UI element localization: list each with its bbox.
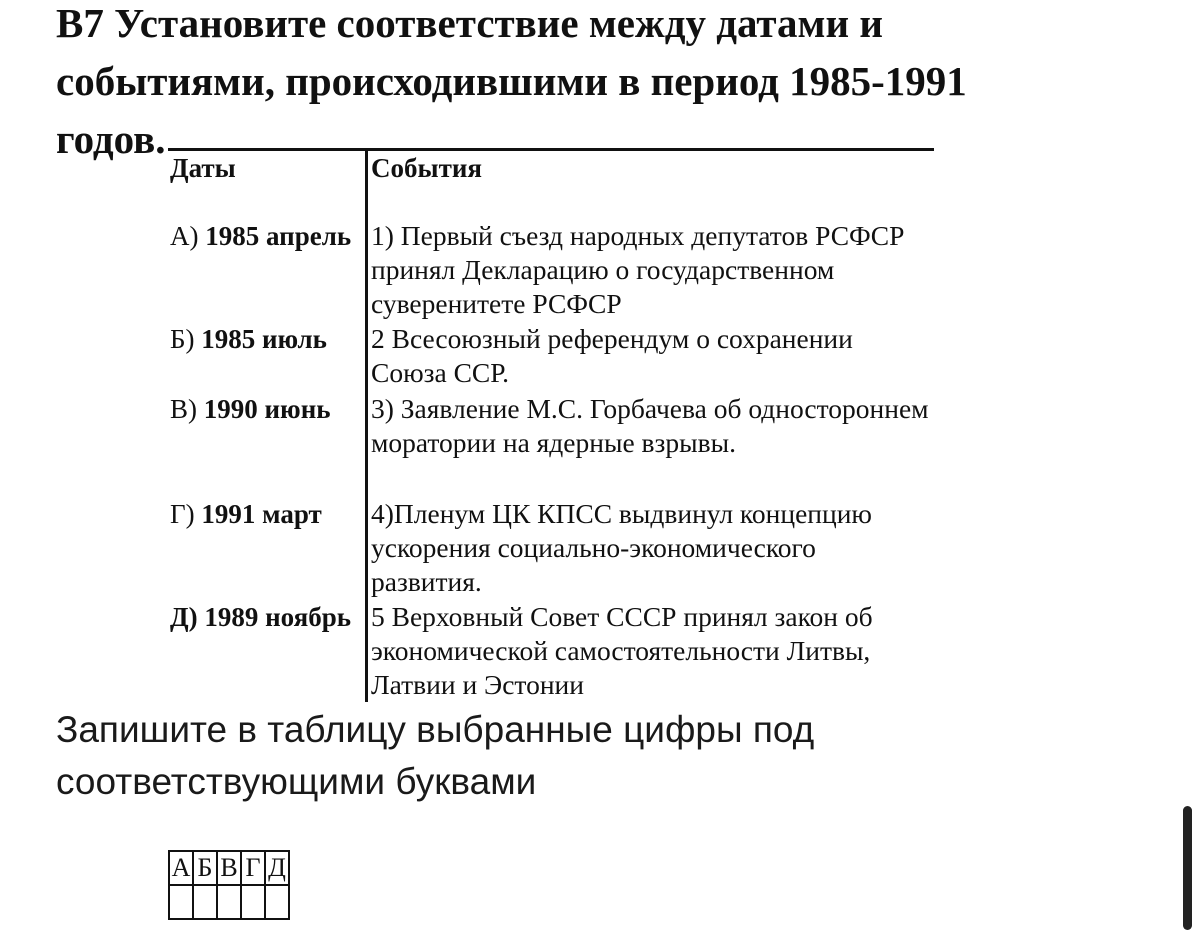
answer-cell-d[interactable] <box>265 885 289 919</box>
date-letter: В) <box>170 394 197 424</box>
date-letter: Г) <box>170 499 195 529</box>
dates-events-table <box>168 148 934 702</box>
answer-letter-v: В <box>217 851 241 885</box>
event-cell-2: 2 Всесоюзный референдум о сохранении Союза ССР. <box>371 323 853 388</box>
answer-letter-d: Д <box>265 851 289 885</box>
header-events: События <box>371 153 483 183</box>
table-top-rule <box>168 148 934 151</box>
answer-cell-b[interactable] <box>193 885 217 919</box>
answer-grid <box>168 850 290 920</box>
date-value: 1990 июнь <box>203 394 331 424</box>
date-value: 1989 ноябрь <box>204 602 352 632</box>
task-title: В7 Установите соответствие между датами и событиями, происходившими в период 1985-1991 годов. <box>56 0 967 162</box>
date-cell-a <box>170 219 368 253</box>
date-value: 1985 апрель <box>205 221 352 251</box>
date-letter: Б) <box>170 324 195 354</box>
answer-cell-a[interactable] <box>169 885 193 919</box>
event-cell-5: 5 Верховный Совет СССР принял закон об экономической самостоятельности Литвы, Латвии и Эстонии <box>371 601 873 700</box>
event-cell-4: 4)Пленум ЦК КПСС выдвинул концепцию ускорения социально-экономического развития. <box>371 498 872 597</box>
answer-cell-v[interactable] <box>217 885 241 919</box>
answer-grid-answers-row <box>169 885 289 919</box>
date-cell-g <box>170 497 368 531</box>
date-value: 1991 март <box>201 499 322 529</box>
date-letter: А) <box>170 221 199 251</box>
date-cell-v <box>170 392 368 426</box>
answer-cell-g[interactable] <box>241 885 265 919</box>
event-cell-3: 3) Заявление М.С. Горбачева об одностороннем моратории на ядерные взрывы. <box>371 393 929 458</box>
answer-letter-a: А <box>169 851 193 885</box>
date-cell-b <box>170 322 368 356</box>
answer-grid-letters-row <box>169 851 289 885</box>
date-cell-d <box>170 600 368 634</box>
event-cell-1: 1) Первый съезд народных депутатов РСФСР принял Декларацию о государственном суверенитете РСФСР <box>371 220 905 319</box>
vertical-scrollbar[interactable] <box>1183 806 1192 930</box>
answer-letter-g: Г <box>241 851 265 885</box>
date-value: 1985 июль <box>201 324 327 354</box>
header-dates: Даты <box>170 153 236 183</box>
instruction-text: Запишите в таблицу выбранные цифры под соответствующими буквами <box>56 709 815 802</box>
date-letter: Д) <box>170 602 198 632</box>
answer-letter-b: Б <box>193 851 217 885</box>
